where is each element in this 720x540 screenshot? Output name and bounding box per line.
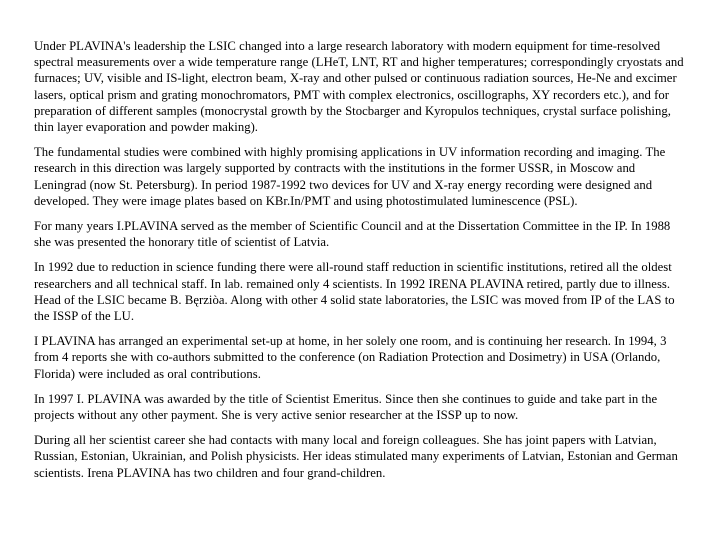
paragraph-home-experiment: I PLAVINA has arranged an experimental set-up at home, in her solely one room, and is continuing her research. In 1994, 3 from 4 reports she with co-authors submitted to the conference (on Radiation Protection and Dosimetry) in USA (Orlando, Florida) were included as oral contributions. — [34, 334, 667, 381]
slide-body-text-block — [34, 38, 690, 481]
paragraph-scientific-council: For many years I.PLAVINA served as the member of Scientific Council and at the Dissertation Committee in the IP. In 1988 she was presented the honorary title of scientist of Latvia. — [34, 219, 671, 250]
paragraph-1992-staff-reduction: In 1992 due to reduction in science funding there were all-round staff reduction in scientific institutions, retired all the oldest researchers and all technical staff. In lab. remained only 4 scientists. In 1992 IRENA PLAVINA retired, partly due to illness. Head of the LSIC became B. Bęrziòa. Along with other 4 solid state laboratories, the LSIC was moved from IP of the LAS to the ISSP of the LU. — [34, 260, 675, 324]
paragraph-lsic-laboratory: Under PLAVINA's leadership the LSIC changed into a large research laboratory with modern equipment for time-resolved spectral measurements over a wide temperature range (LHeT, LNT, RT and higher temperatures; correspondingly cryostats and furnaces; UV, visible and IS-light, electron beam, X-ray and other pulsed or continuous radiation sources, He-Ne and excimer lasers, optical prism and grating monochromators, PMT with complex electronics, oscillographs, XY recorders etc.), and for preparation of different samples (monocrystal growth by the Stocbarger and Kyropulos techniques, crystal surface polishing, thin layer evaporation and powder making). — [34, 39, 684, 135]
paragraph-scientist-emeritus: In 1997 I. PLAVINA was awarded by the title of Scientist Emeritus. Since then she continues to guide and take part in the projects without any other payment. She is very active senior researcher at the ISSP up to now. — [34, 391, 658, 423]
paragraph-fundamental-studies: The fundamental studies were combined with highly promising applications in UV information recording and imaging. The research in this direction was largely supported by contracts with the institutions in the former USSR, in Moscow and Leningrad (now St. Petersburg). In period 1987-1992 two devices for UV and X-ray energy recording were designed and developed. They were image plates based on KBr.In/PMT and using photostimulated luminescence (PSL). — [34, 145, 666, 208]
paragraph-colleagues-family: During all her scientist career she had contacts with many local and foreign colleagues. She has joint papers with Latvian, Russian, Estonian, Ukrainian, and Polish physicists. Her ideas stimulated many experiments of Latvian, Estonian and German scientists. Irena PLAVINA has two children and four grand-children. — [34, 433, 678, 480]
